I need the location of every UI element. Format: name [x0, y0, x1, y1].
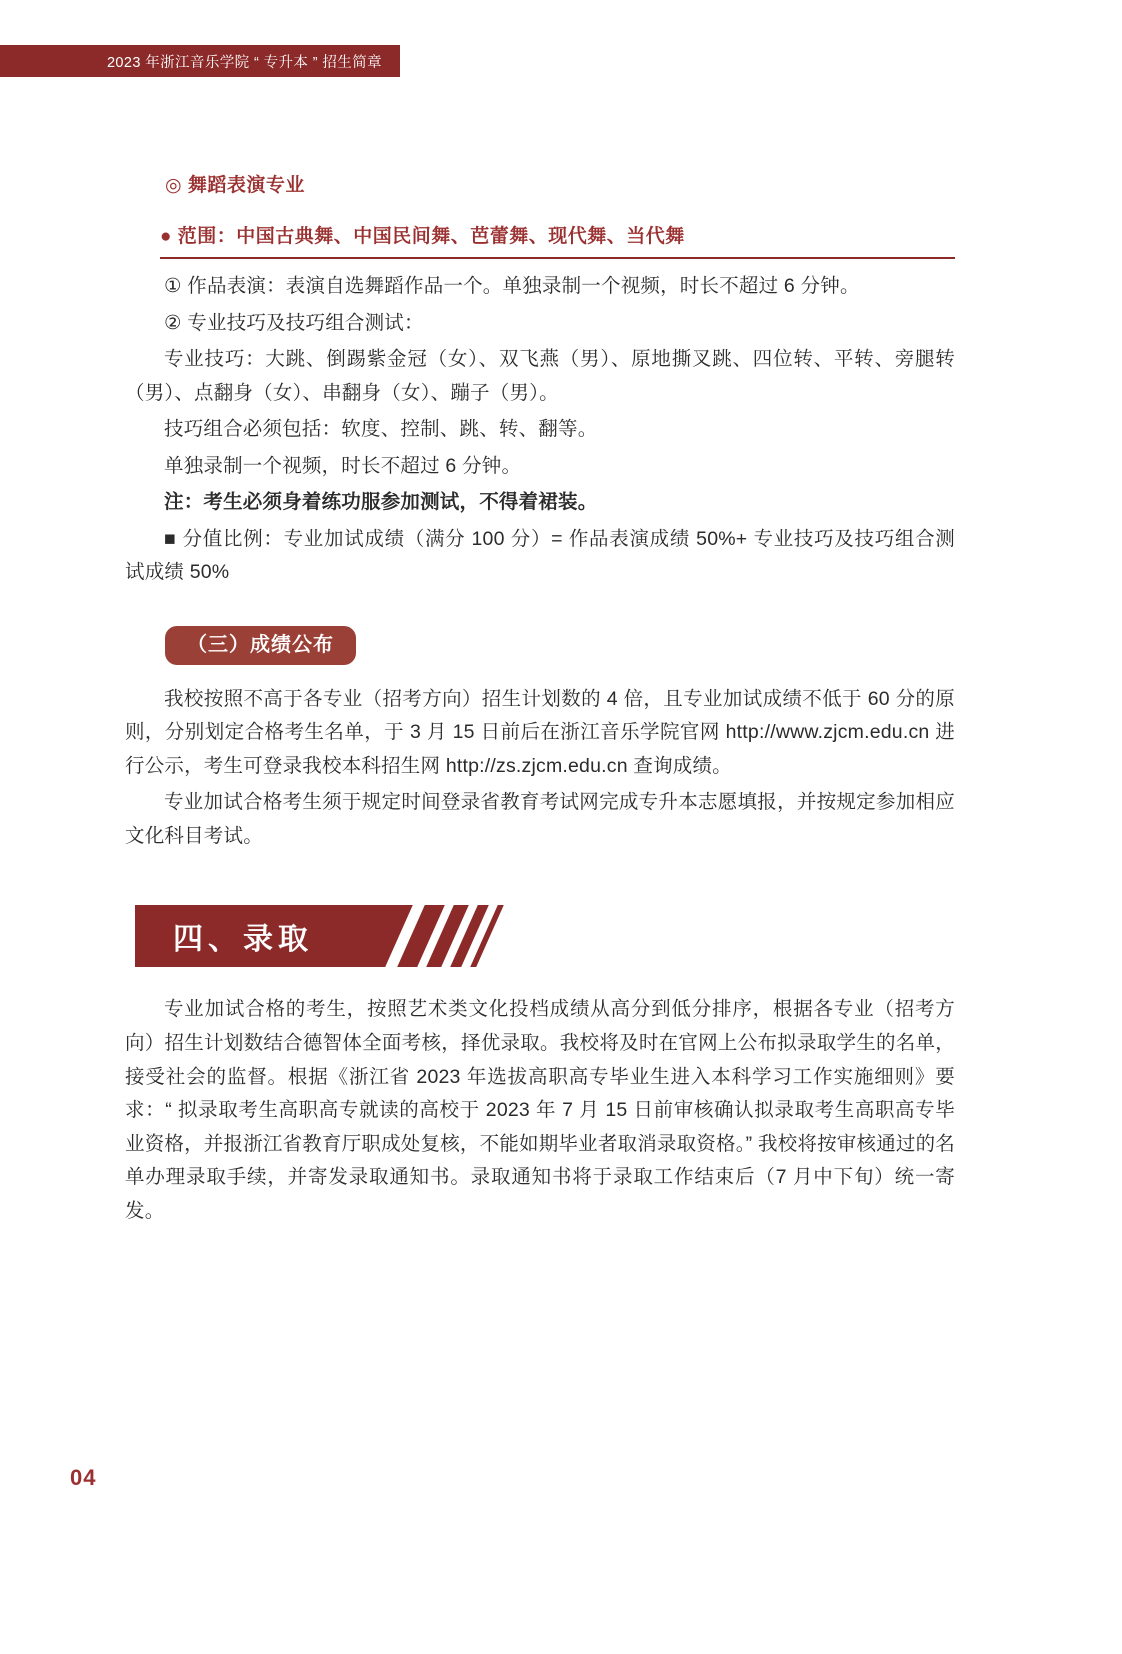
results-pill-container — [165, 626, 955, 665]
dance-recording-requirement: 单独录制一个视频，时长不超过 6 分钟。 — [164, 454, 522, 477]
page-content — [125, 170, 955, 1231]
dance-item-1: ① 作品表演：表演自选舞蹈作品一个。单独录制一个视频，时长不超过 6 分钟。 — [164, 275, 860, 297]
results-paragraph-1: 我校按照不高于各专业（招考方向）招生计划数的 4 倍，且专业加试成绩不低于 60 分的原则，分别划定合格考生名单，于 3 月 15 日前后在浙江音乐学院官网 http://www.zjcm.edu.cn 进行公示，考生可登录我校本科招生网 http://zs.zjcm.edu.cn 查询成绩。 — [125, 687, 955, 777]
admission-banner-title: 四、录取 — [173, 923, 313, 957]
dance-major-heading: ◎ 舞蹈表演专业 — [165, 175, 305, 196]
section-divider-rule — [160, 257, 955, 259]
results-paragraph-2: 专业加试合格考生须于规定时间登录省教育考试网完成专升本志愿填报，并按规定参加相应文化科目考试。 — [125, 791, 955, 847]
dance-item-2: ② 专业技巧及技巧组合测试： — [164, 311, 424, 334]
dance-skills-list: 专业技巧：大跳、倒踢紫金冠（女）、双飞燕（男）、原地撕叉跳、四位转、平转、旁腿转（男）、点翻身（女）、串翻身（女）、蹦子（男）。 — [125, 348, 955, 404]
running-header-bar — [0, 45, 400, 77]
dance-dress-note: 注：考生必须身着练功服参加测试，不得着裙装。 — [164, 491, 598, 514]
running-header-title: 2023 年浙江音乐学院 “ 专升本 ” 招生简章 — [106, 54, 382, 71]
dance-combo-requirement: 技巧组合必须包括：软度、控制、跳、转、翻等。 — [164, 418, 598, 441]
admission-banner — [135, 905, 465, 967]
dance-score-ratio: ■ 分值比例：专业加试成绩（满分 100 分）= 作品表演成绩 50%+ 专业技巧及技巧组合测试成绩 50% — [125, 527, 955, 584]
admission-paragraph-1: 专业加试合格的考生，按照艺术类文化投档成绩从高分到低分排序，根据各专业（招考方向）招生计划数结合德智体全面考核，择优录取。我校将及时在官网上公布拟录取学生的名单，接受社会的监督。根据《浙江省 2023 年选拔高职高专毕业生进入本科学习工作实施细则》要求：“ 拟录取考生高职高专就读的高校于 2023 年 7 月 15 日前审核确认拟录取考生高职高专毕业资格，并报浙江省教育厅职成处复核，不能如期毕业者取消录取资格。” 我校将按审核通过的名单办理录取手续，并寄发录取通知书。录取通知书将于录取工作结束后（7 月中下旬）统一寄发。 — [125, 998, 955, 1222]
page-number: 04 — [70, 1465, 97, 1490]
dance-scope-line: ● 范围：中国古典舞、中国民间舞、芭蕾舞、现代舞、当代舞 — [160, 226, 685, 247]
results-section-pill: （三）成绩公布 — [165, 626, 356, 665]
